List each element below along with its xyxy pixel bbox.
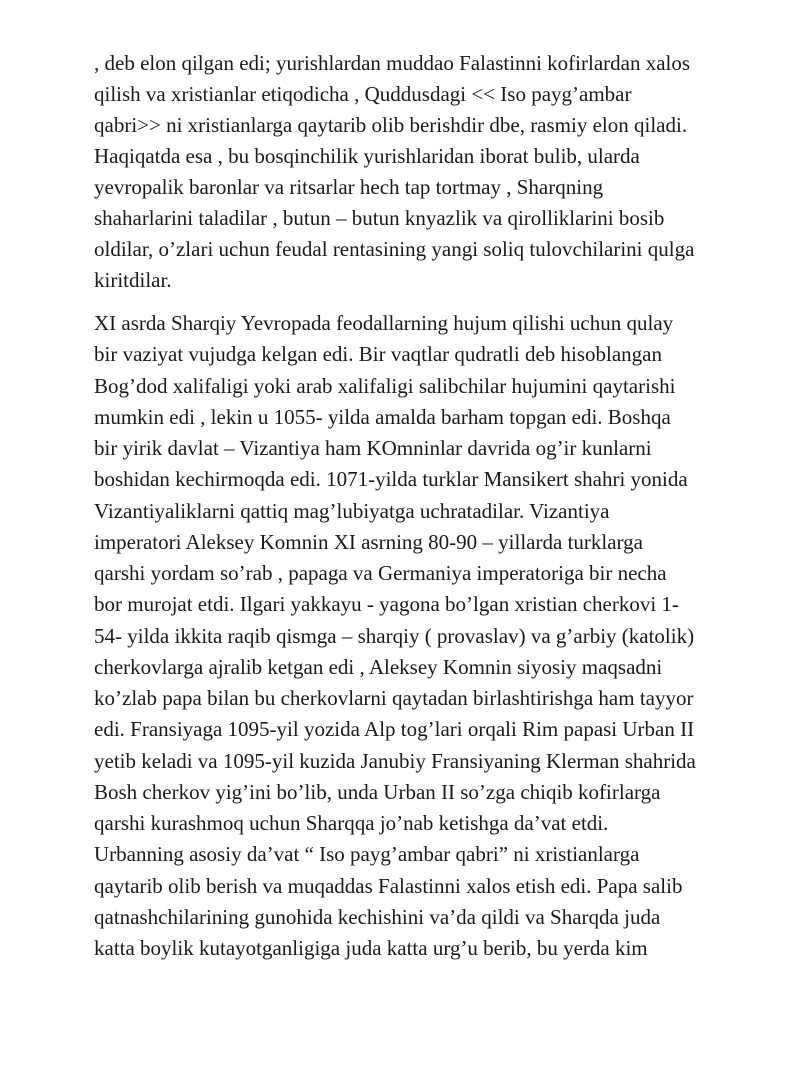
text-line: XI asrda Sharqiy Yevropada feodallarning hujum qilishi uchun qulay — [94, 311, 674, 335]
text-line: Urbanning asosiy da’vat “ Iso payg’ambar qabri” ni xristianlarga — [94, 842, 640, 867]
text-line: qarshi yordam so’rab , papaga va Germaniya imperatoriga bir necha — [94, 561, 667, 585]
text-line: qabri>> ni xristianlarga qaytarib olib berishdir dbe, rasmiy elon qiladi. — [94, 113, 688, 137]
text-line: ko’zlab papa bilan bu cherkovlarni qaytadan birlashtirishga ham tayyor — [94, 686, 694, 710]
text-line: yevropalik baronlar va ritsarlar hech tap tortmay , Sharqning — [94, 175, 604, 199]
text-line: Bosh cherkov yig’ini bo’lib, unda Urban II so’zga chiqib kofirlarga — [94, 779, 661, 804]
text-line: boshidan kechirmoqda edi. 1071-yilda turklar Mansikert shahri yonida — [94, 467, 688, 492]
text-line: Haqiqatda esa , bu bosqinchilik yurishlaridan iborat bulib, ularda — [94, 144, 640, 168]
text-line: bor murojat etdi. Ilgari yakkayu - yagona bo’lgan xristian cherkovi 1- — [94, 592, 679, 617]
text-line: 54- yilda ikkita raqib qismga – sharqiy ( provaslav) va g’arbiy (katolik) — [94, 623, 695, 648]
text-line: qilish va xristianlar etiqodicha , Quddusdagi << Iso payg’ambar — [94, 82, 632, 106]
text-line: qatnashchilarining gunohida kechishini va’da qildi va Sharqda juda — [94, 904, 661, 929]
paragraph-1 — [94, 48, 774, 296]
text-line: edi. Fransiyaga 1095-yil yozida Alp tog’lari orqali Rim papasi Urban II — [94, 717, 695, 742]
text-line: Bog’dod xalifaligi yoki arab xalifaligi salibchilar hujumini qaytarishi — [94, 373, 676, 398]
text-line: cherkovlarga ajralib ketgan edi , Aleksey Komnin siyosiy maqsadni — [94, 654, 663, 679]
text-line: shaharlarini taladilar , butun – butun knyazlik va qirolliklarini bosib — [94, 206, 665, 230]
text-line: qarshi kurashmoq uchun Sharqqa jo’nab ketishga da’vat etdi. — [94, 811, 609, 835]
text-line: yetib keladi va 1095-yil kuzida Janubiy Fransiyaning Klerman shahrida — [94, 748, 696, 773]
text-line: mumkin edi , lekin u 1055- yilda amalda barham topgan edi. Boshqa — [94, 404, 671, 429]
text-line: imperatori Aleksey Komnin XI asrning 80-90 – yillarda turklarga — [94, 529, 643, 554]
text-line: bir vaziyat vujudga kelgan edi. Bir vaqtlar qudratli deb hisoblangan — [94, 342, 663, 367]
text-line: kiritdilar. — [94, 268, 172, 292]
text-line: bir yirik davlat – Vizantiya ham KOmninlar davrida og’ir kunlarni — [94, 436, 652, 460]
text-line: katta boylik kutayotganligiga juda katta urg’u berib, bu yerda kim — [94, 936, 648, 960]
text-line: oldilar, o’zlari uchun feudal rentasining yangi soliq tulovchilarini qulga — [94, 237, 695, 261]
paragraph-2 — [94, 308, 774, 964]
text-line: , deb elon qilgan edi; yurishlardan muddao Falastinni kofirlardan xalos — [94, 51, 691, 75]
text-line: Vizantiyaliklarni qattiq mag’lubiyatga uchratadilar. Vizantiya — [94, 498, 610, 523]
text-line: qaytarib olib berish va muqaddas Falastinni xalos etish edi. Papa salib — [94, 873, 683, 898]
